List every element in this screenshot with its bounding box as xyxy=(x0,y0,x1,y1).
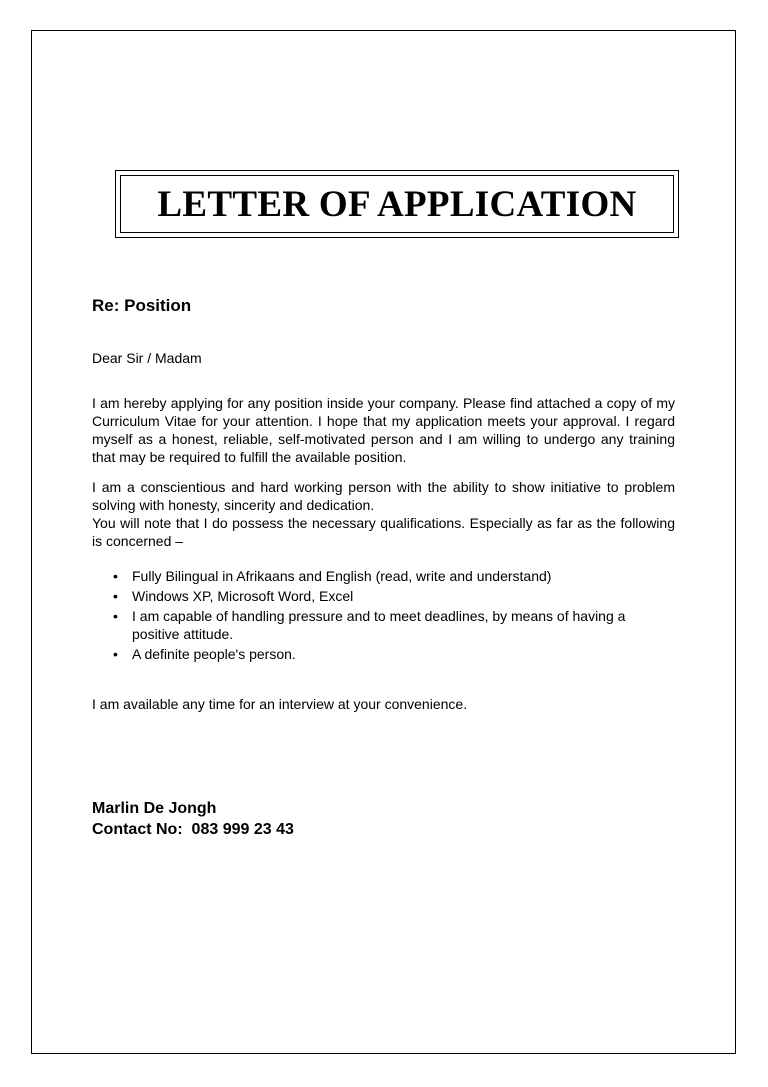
bullet-icon: • xyxy=(113,608,118,624)
list-item xyxy=(92,645,675,663)
paragraph-intro: I am hereby applying for any position inside your company. Please find attached a copy of my Curriculum Vitae for your attention. I hope that my application meets your approval. I regard myself as a honest, reliable, self-motivated person and I am willing to undergo any training that may be required to fulfill the available position. xyxy=(92,395,675,465)
list-item-text: Windows XP, Microsoft Word, Excel xyxy=(132,588,354,604)
paragraph-qualities: I am a conscientious and hard working person with the ability to show initiative to problem solving with honesty, sincerity and dedication. xyxy=(92,479,675,513)
bullet-icon: • xyxy=(113,588,118,604)
title-inner-frame xyxy=(120,175,674,233)
qualifications-list xyxy=(92,567,675,665)
list-item-text: Fully Bilingual in Afrikaans and English (read, write and understand) xyxy=(132,568,552,584)
contact-line xyxy=(92,819,294,840)
list-item xyxy=(92,567,675,585)
bullet-icon: • xyxy=(113,646,118,662)
list-item xyxy=(92,587,675,605)
title-box xyxy=(115,170,679,238)
list-item-text: I am capable of handling pressure and to meet deadlines, by means of having a positive attitude. xyxy=(132,608,626,642)
list-item-text: A definite people's person. xyxy=(132,646,296,662)
closing-line: I am available any time for an interview at your convenience. xyxy=(92,696,468,712)
contact-number: 083 999 23 43 xyxy=(191,821,294,838)
bullet-icon: • xyxy=(113,568,118,584)
re-line: Re: Position xyxy=(92,296,192,315)
salutation: Dear Sir / Madam xyxy=(92,350,202,366)
contact-label: Contact No: xyxy=(92,821,183,838)
list-item xyxy=(92,607,675,643)
signature-block xyxy=(92,798,294,840)
letter-title: LETTER OF APPLICATION xyxy=(157,183,637,225)
paragraph-qualifications: You will note that I do possess the necessary qualifications. Especially as far as the following is concerned – xyxy=(92,515,675,549)
signer-name: Marlin De Jongh xyxy=(92,800,217,817)
